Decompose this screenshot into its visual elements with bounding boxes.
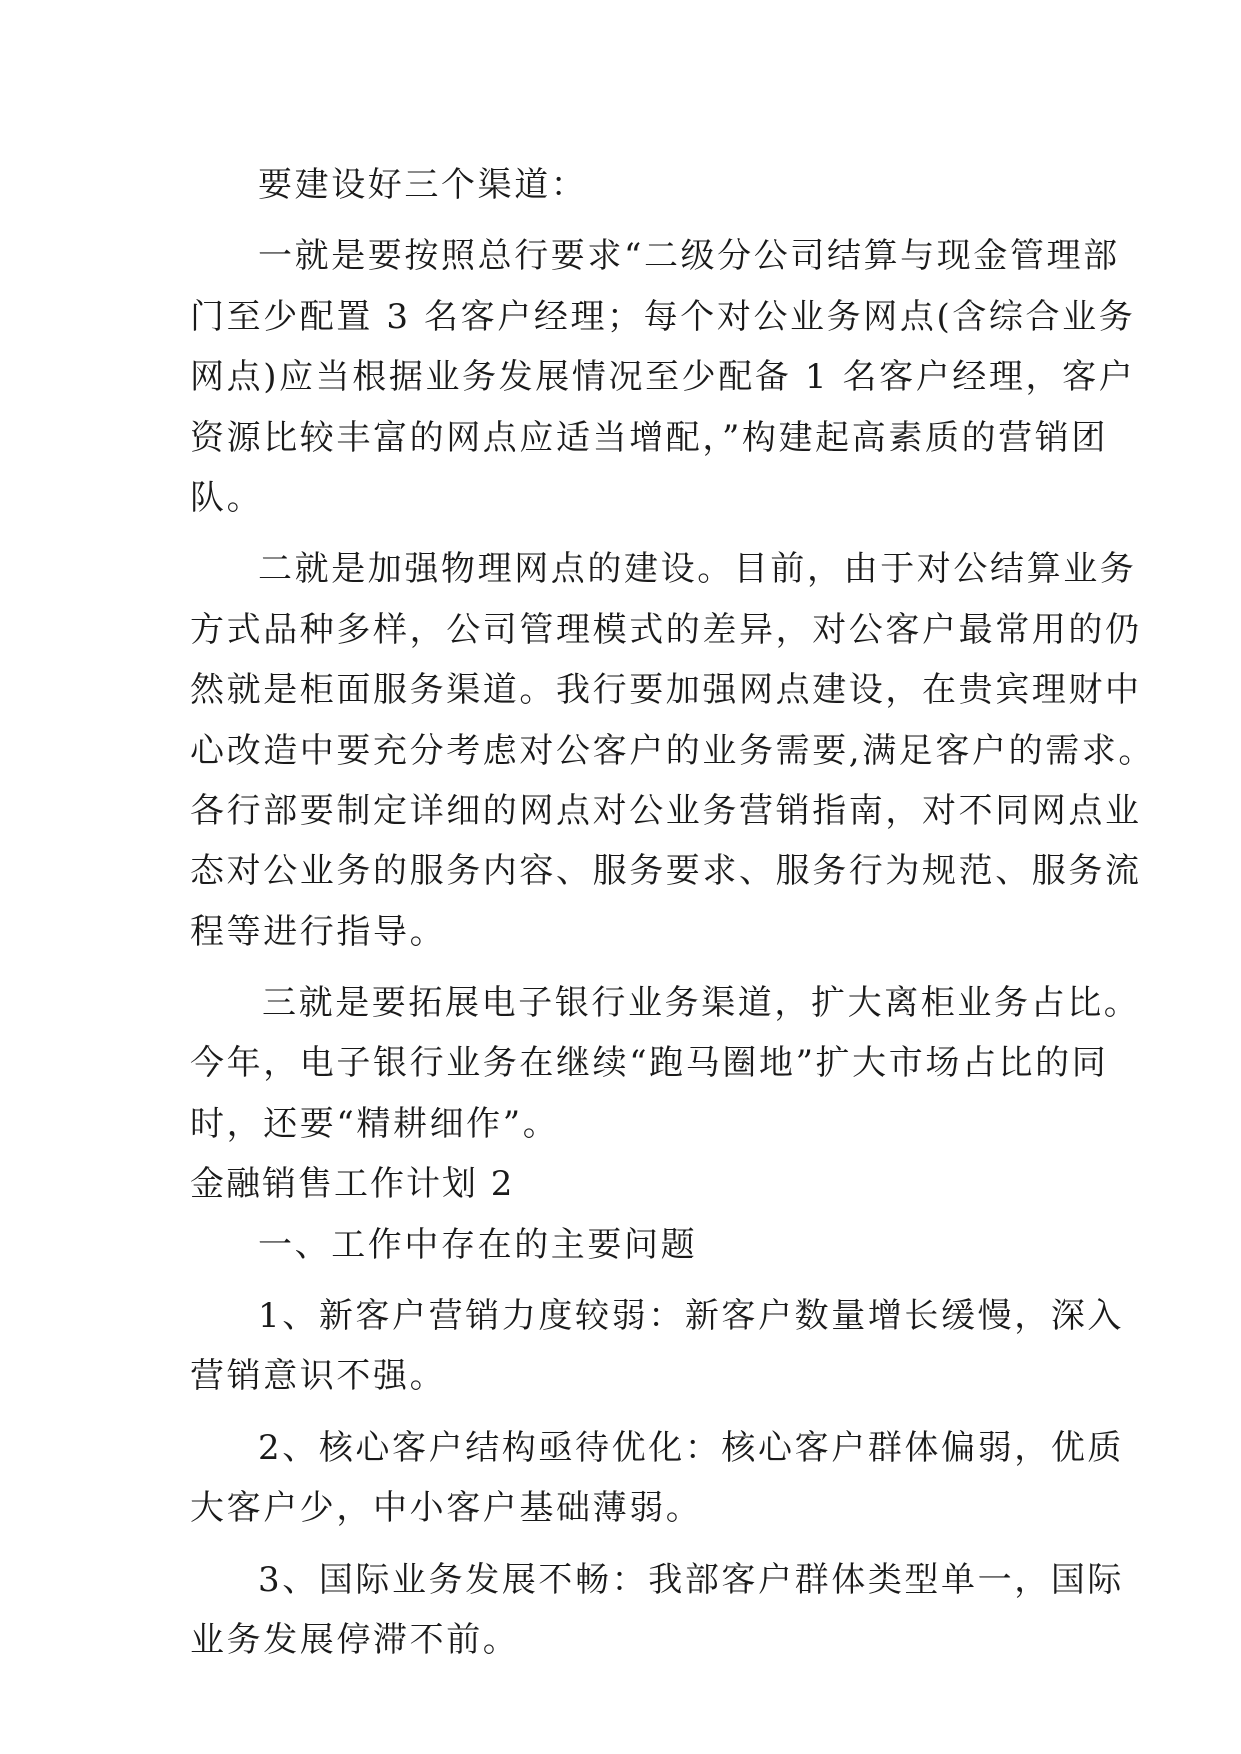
section-title: 金融销售工作计划 2 <box>190 1164 515 1205</box>
paragraph-second-channel-line: 方式品种多样，公司管理模式的差异，对公客户最常用的仍 <box>190 609 1142 650</box>
list-item-1-line: 1、新客户营销力度较弱：新客户数量增长缓慢，深入 <box>258 1296 1125 1337</box>
paragraph-first-channel-line: 一就是要按照总行要求“二级分公司结算与现金管理部 <box>258 236 1120 277</box>
paragraph-second-channel-line: 各行部要制定详细的网点对公业务营销指南，对不同网点业 <box>190 790 1142 831</box>
paragraph-second-channel-line: 然就是柜面服务渠道。我行要加强网点建设，在贵宾理财中 <box>190 670 1142 711</box>
subsection-title: 一、工作中存在的主要问题 <box>258 1224 698 1265</box>
paragraph-first-channel-line: 资源比较丰富的网点应适当增配，”构建起高素质的营销团 <box>190 417 1108 458</box>
paragraph-third-channel-line: 三就是要拓展电子银行业务渠道，扩大离柜业务占比。 <box>262 983 1141 1024</box>
paragraph-first-channel-line: 网点)应当根据业务发展情况至少配备 1 名客户经理，客户 <box>190 357 1136 398</box>
list-item-2-line: 大客户少，中小客户基础薄弱。 <box>190 1488 703 1529</box>
paragraph-third-channel-line: 时，还要“精耕细作”。 <box>190 1103 560 1144</box>
paragraph-second-channel-line: 态对公业务的服务内容、服务要求、服务行为规范、服务流 <box>190 851 1142 892</box>
paragraph-first-channel-line: 队。 <box>190 477 264 518</box>
list-item-1-line: 营销意识不强。 <box>190 1356 447 1397</box>
paragraph-first-channel-line: 门至少配置 3 名客户经理；每个对公业务网点(含综合业务 <box>190 296 1136 337</box>
paragraph-third-channel-line: 今年，电子银行业务在继续“跑马圈地”扩大市场占比的同 <box>190 1043 1109 1084</box>
document-body <box>190 155 1156 1670</box>
paragraph-second-channel-line: 二就是加强物理网点的建设。目前，由于对公结算业务 <box>258 549 1137 590</box>
list-item-3-line: 3、国际业务发展不畅：我部客户群体类型单一，国际 <box>258 1559 1125 1600</box>
paragraph-second-channel-line: 心改造中要充分考虑对公客户的业务需要,满足客户的需求。 <box>190 730 1156 771</box>
list-item-3-line: 业务发展停滞不前。 <box>190 1619 520 1660</box>
paragraph-channels-intro: 要建设好三个渠道： <box>258 165 588 205</box>
list-item-2-line: 2、核心客户结构亟待优化：核心客户群体偏弱，优质 <box>258 1427 1125 1468</box>
paragraph-second-channel-line: 程等进行指导。 <box>190 911 447 952</box>
